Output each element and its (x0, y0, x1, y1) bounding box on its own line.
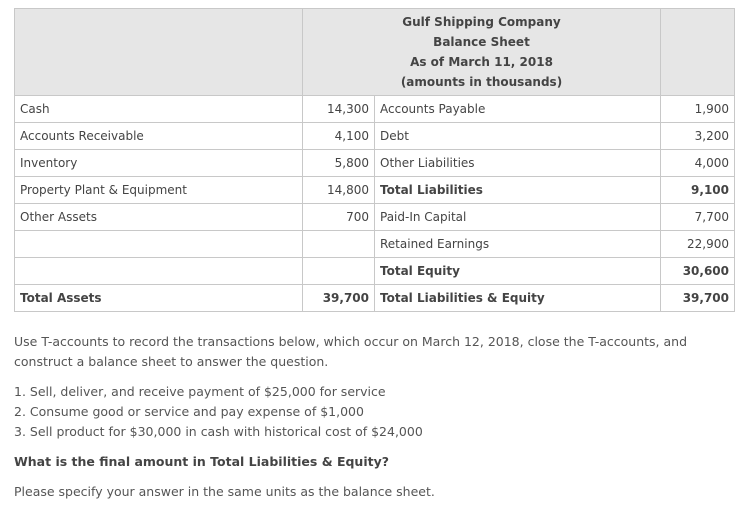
asset-value (303, 231, 375, 258)
asset-label: Accounts Receivable (15, 123, 303, 150)
table-row (15, 231, 735, 258)
asset-value: 5,800 (303, 150, 375, 177)
liability-label: Debt (375, 123, 661, 150)
balance-sheet (14, 8, 734, 312)
liability-label: Accounts Payable (375, 96, 661, 123)
equity-label: Retained Earnings (375, 231, 661, 258)
header-spacer (15, 9, 303, 96)
table-row (15, 177, 735, 204)
asset-label: Property Plant & Equipment (15, 177, 303, 204)
statement-title: Balance Sheet (433, 35, 530, 49)
transaction-list (14, 382, 734, 442)
question-intro: Use T-accounts to record the transactions below, which occur on March 12, 2018, close the T-accounts, and construct a balance sheet to answer the question. (14, 334, 688, 369)
answer-note: Please specify your answer in the same units as the balance sheet. (14, 484, 435, 499)
table-row (15, 96, 735, 123)
total-assets-value: 39,700 (303, 285, 375, 312)
table-row (15, 258, 735, 285)
total-liabilities-equity-label: Total Liabilities & Equity (375, 285, 661, 312)
total-equity-value: 30,600 (661, 258, 735, 285)
transaction-item: 3. Sell product for $30,000 in cash with historical cost of $24,000 (14, 424, 423, 439)
asset-value: 14,300 (303, 96, 375, 123)
asset-label (15, 258, 303, 285)
total-assets-label: Total Assets (15, 285, 303, 312)
table-row (15, 150, 735, 177)
total-liabilities-label: Total Liabilities (375, 177, 661, 204)
equity-value: 22,900 (661, 231, 735, 258)
equity-label: Paid-In Capital (375, 204, 661, 231)
balance-sheet-table (14, 8, 735, 312)
total-liabilities-equity-value: 39,700 (661, 285, 735, 312)
total-equity-label: Total Equity (375, 258, 661, 285)
balance-sheet-header (303, 9, 661, 96)
liability-value: 4,000 (661, 150, 735, 177)
header-spacer (661, 9, 735, 96)
asset-label: Other Assets (15, 204, 303, 231)
liability-value: 3,200 (661, 123, 735, 150)
question-block (14, 332, 734, 502)
table-row (15, 285, 735, 312)
header-row (15, 9, 735, 96)
asset-value: 14,800 (303, 177, 375, 204)
liability-label: Other Liabilities (375, 150, 661, 177)
transaction-item: 2. Consume good or service and pay expense of $1,000 (14, 404, 364, 419)
company-name: Gulf Shipping Company (402, 15, 561, 29)
asset-value (303, 258, 375, 285)
total-liabilities-value: 9,100 (661, 177, 735, 204)
asset-label (15, 231, 303, 258)
equity-value: 7,700 (661, 204, 735, 231)
table-row (15, 123, 735, 150)
question-prompt: What is the final amount in Total Liabilities & Equity? (14, 454, 389, 469)
statement-date: As of March 11, 2018 (410, 55, 553, 69)
table-row (15, 204, 735, 231)
transaction-item: 1. Sell, deliver, and receive payment of $25,000 for service (14, 384, 386, 399)
asset-value: 700 (303, 204, 375, 231)
asset-value: 4,100 (303, 123, 375, 150)
units-note: (amounts in thousands) (400, 75, 563, 89)
asset-label: Cash (15, 96, 303, 123)
asset-label: Inventory (15, 150, 303, 177)
liability-value: 1,900 (661, 96, 735, 123)
